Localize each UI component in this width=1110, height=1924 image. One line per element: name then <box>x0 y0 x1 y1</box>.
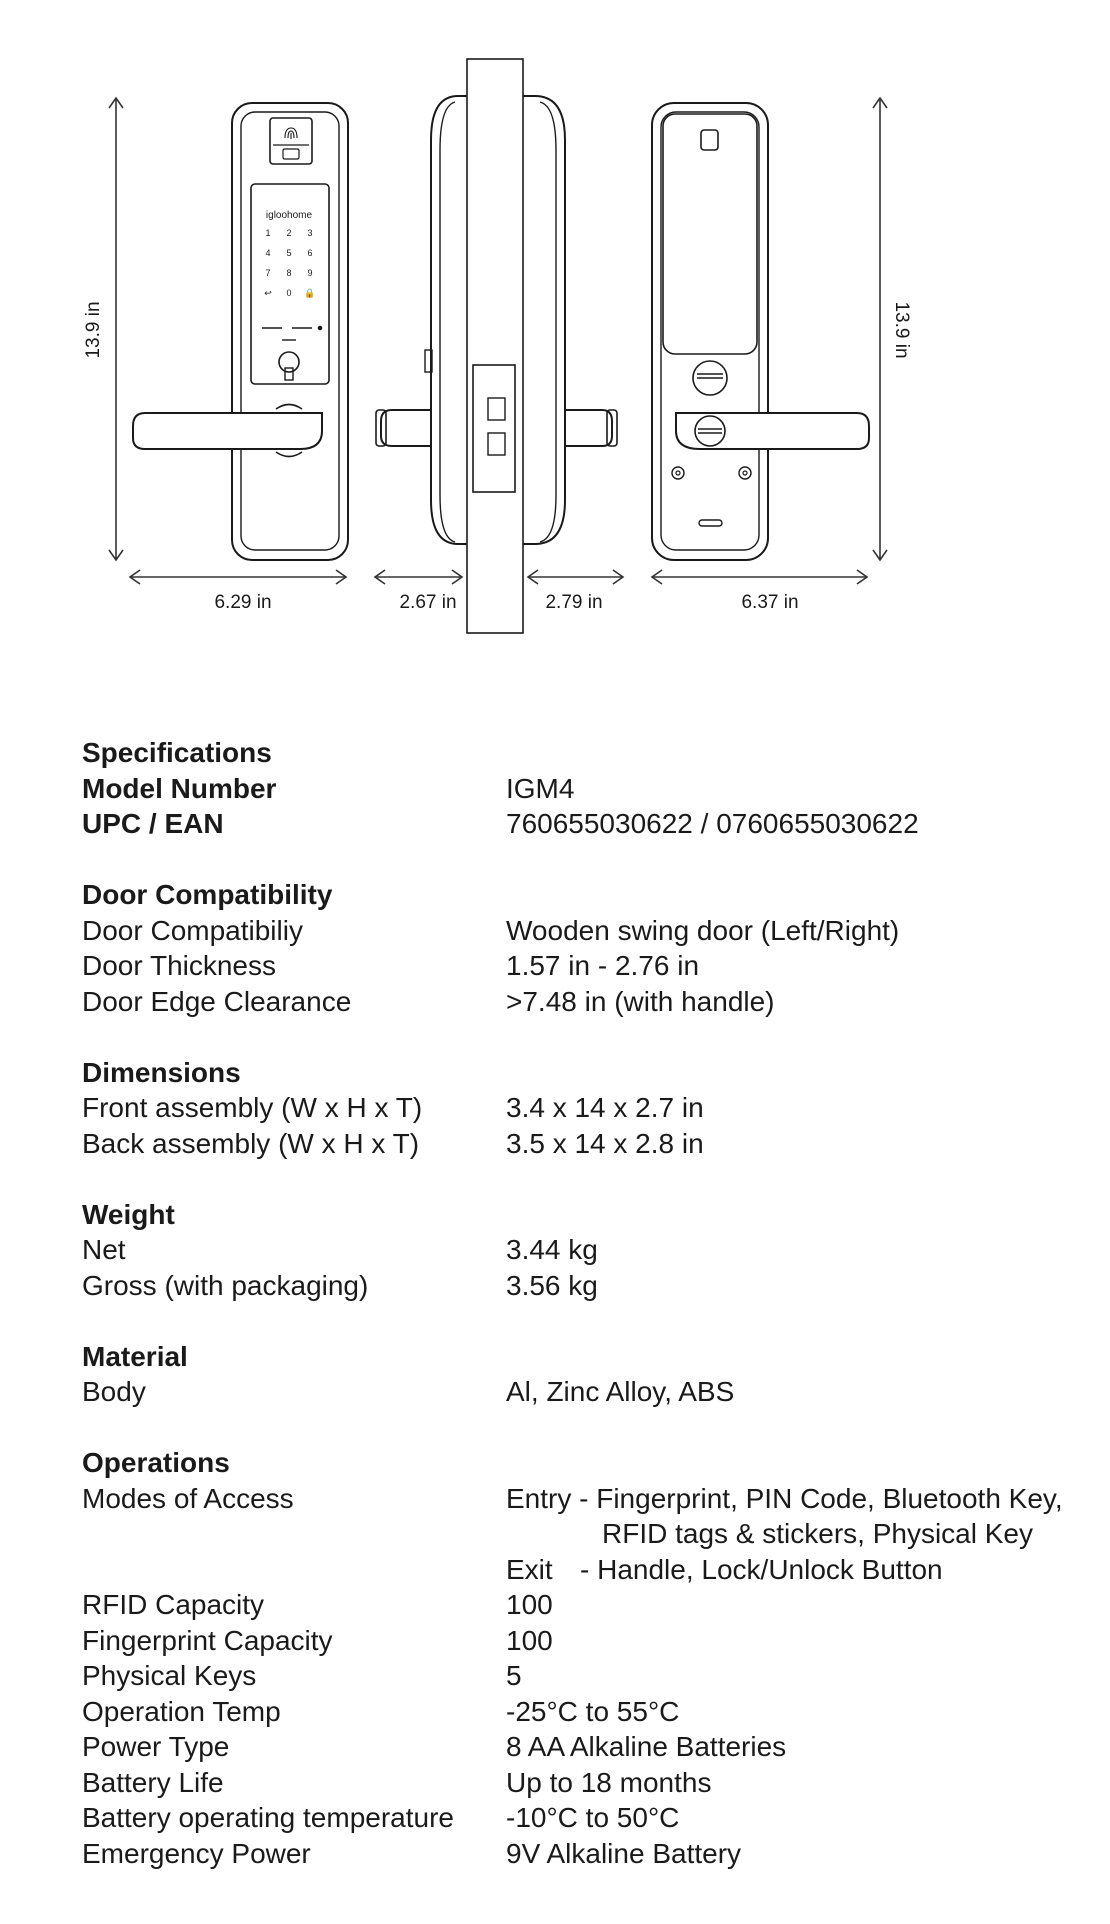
keypad-key: 2 <box>286 228 292 238</box>
spec-row <box>82 1374 1082 1410</box>
depth-label-back: 2.79 in <box>545 592 603 613</box>
spec-row-access-exit <box>82 1552 1082 1588</box>
spec-label: Battery Life <box>82 1766 224 1798</box>
spec-row-access-entry <box>82 1481 1082 1517</box>
spec-value: 100 <box>506 1589 553 1620</box>
specs-title-text: Specifications <box>82 737 272 768</box>
keypad-key: 3 <box>307 228 313 238</box>
front-lock-body <box>133 103 348 560</box>
section-heading-dimensions <box>82 1055 1082 1091</box>
section-heading-door <box>82 877 1082 913</box>
spec-row <box>82 1765 1082 1801</box>
spec-label: Front assembly (W x H x T) <box>82 1092 423 1123</box>
spec-label: Modes of Access <box>82 1482 294 1514</box>
specs-title <box>82 735 1082 771</box>
spec-value-entry-cont: RFID tags & stickers, Physical Key <box>602 1518 1034 1549</box>
spec-row <box>82 1126 1082 1162</box>
spec-row <box>82 1090 1082 1126</box>
fingerprint-icon <box>285 128 297 139</box>
spec-label: Body <box>82 1376 146 1407</box>
keypad-key: 6 <box>307 248 313 258</box>
spec-value: -25°C to 55°C <box>506 1695 680 1727</box>
width-label-front: 6.29 in <box>214 592 272 613</box>
keypad-key: 1 <box>265 228 271 238</box>
spec-label: Physical Keys <box>82 1660 257 1691</box>
spec-row <box>82 913 1082 949</box>
spec-value: 3.4 x 14 x 2.7 in <box>506 1092 704 1123</box>
spec-row <box>82 1836 1082 1872</box>
spec-label: Model Number <box>82 772 277 804</box>
spec-row <box>82 1268 1082 1304</box>
keypad-key: 7 <box>265 268 271 278</box>
width-label-back: 6.37 in <box>741 592 799 613</box>
keypad-key: 0 <box>286 288 292 298</box>
spec-row-model <box>82 771 1082 807</box>
keypad-brand-logo: igloohome <box>265 210 313 221</box>
spec-row <box>82 1623 1082 1659</box>
keypad-keys <box>264 228 315 298</box>
spec-value-exit: - Handle, Lock/Unlock Button <box>580 1553 943 1585</box>
spec-label: Fingerprint Capacity <box>82 1624 333 1656</box>
spec-label: Door Thickness <box>82 950 277 981</box>
spec-row <box>82 1694 1082 1730</box>
spec-value: Up to 18 months <box>506 1766 712 1798</box>
spec-row-access-entry-cont <box>82 1516 1082 1552</box>
spec-value: Wooden swing door (Left/Right) <box>506 914 900 946</box>
spec-value: -10°C to 50°C <box>506 1802 680 1833</box>
spec-value: 8 AA Alkaline Batteries <box>506 1731 787 1762</box>
spec-row <box>82 1800 1082 1836</box>
spec-value: 3.56 kg <box>506 1269 598 1301</box>
keypad-key: 4 <box>265 248 271 258</box>
spec-row <box>82 1729 1082 1765</box>
section-heading-operations <box>82 1445 1082 1481</box>
keypad-key: 8 <box>286 268 292 278</box>
spec-label: Door Compatibiliy <box>82 914 303 946</box>
side-lock-view <box>376 59 617 633</box>
spec-value: 5 <box>506 1660 522 1691</box>
spec-row <box>82 984 1082 1020</box>
depth-dimension-front <box>375 570 462 584</box>
keypad-bottom-strip <box>262 326 322 340</box>
spec-label: Net <box>82 1234 126 1265</box>
spec-label: Back assembly (W x H x T) <box>82 1127 420 1159</box>
spec-value: 3.44 kg <box>506 1234 598 1265</box>
width-dimension-front <box>130 570 346 584</box>
lock-technical-drawing <box>0 0 1110 660</box>
spec-row-upc <box>82 806 1082 842</box>
section-heading-weight <box>82 1197 1082 1233</box>
spec-value: 9V Alkaline Battery <box>506 1837 742 1869</box>
width-dimension-back <box>652 570 867 584</box>
spec-label: Emergency Power <box>82 1837 311 1869</box>
spec-value: >7.48 in (with handle) <box>506 985 775 1017</box>
spec-value: IGM4 <box>506 772 575 804</box>
spec-value: 760655030622 / 0760655030622 <box>506 808 919 839</box>
spec-row <box>82 1658 1082 1694</box>
section-heading-text: Material <box>82 1340 188 1372</box>
section-heading-text: Dimensions <box>82 1056 241 1088</box>
spec-value: 1.57 in - 2.76 in <box>506 950 700 981</box>
keypad-key: 9 <box>307 268 313 278</box>
keypad-key: ↩ <box>264 288 272 298</box>
spec-label: Gross (with packaging) <box>82 1269 369 1301</box>
height-dimension-right <box>873 98 887 560</box>
height-dimension-left <box>109 98 123 560</box>
spec-value-entry: Entry - Fingerprint, PIN Code, Bluetooth Key, <box>506 1482 1063 1514</box>
specifications-table <box>82 735 1082 1871</box>
depth-label-front: 2.67 in <box>399 592 457 613</box>
spec-label: Door Edge Clearance <box>82 985 352 1017</box>
spec-value: 100 <box>506 1624 553 1656</box>
spec-row <box>82 1587 1082 1623</box>
spec-value: Al, Zinc Alloy, ABS <box>506 1376 735 1407</box>
keypad-key: 🔒 <box>304 288 316 298</box>
spec-value: 3.5 x 14 x 2.8 in <box>506 1127 704 1159</box>
spec-row <box>82 948 1082 984</box>
spec-label: RFID Capacity <box>82 1589 265 1620</box>
spec-label: Power Type <box>82 1731 230 1762</box>
height-label-right: 13.9 in <box>891 301 912 359</box>
section-heading-material <box>82 1339 1082 1375</box>
spec-label: Battery operating temperature <box>82 1802 454 1833</box>
spec-row <box>82 1232 1082 1268</box>
height-label-left: 13.9 in <box>83 301 104 359</box>
back-lock-body <box>652 103 869 560</box>
section-heading-text: Door Compatibility <box>82 879 333 910</box>
section-heading-text: Weight <box>82 1198 175 1230</box>
exit-label: Exit <box>506 1553 553 1585</box>
spec-label: Operation Temp <box>82 1695 281 1727</box>
depth-dimension-back <box>528 570 623 584</box>
section-heading-text: Operations <box>82 1447 230 1478</box>
spec-label: UPC / EAN <box>82 808 224 839</box>
keypad-key: 5 <box>286 248 292 258</box>
